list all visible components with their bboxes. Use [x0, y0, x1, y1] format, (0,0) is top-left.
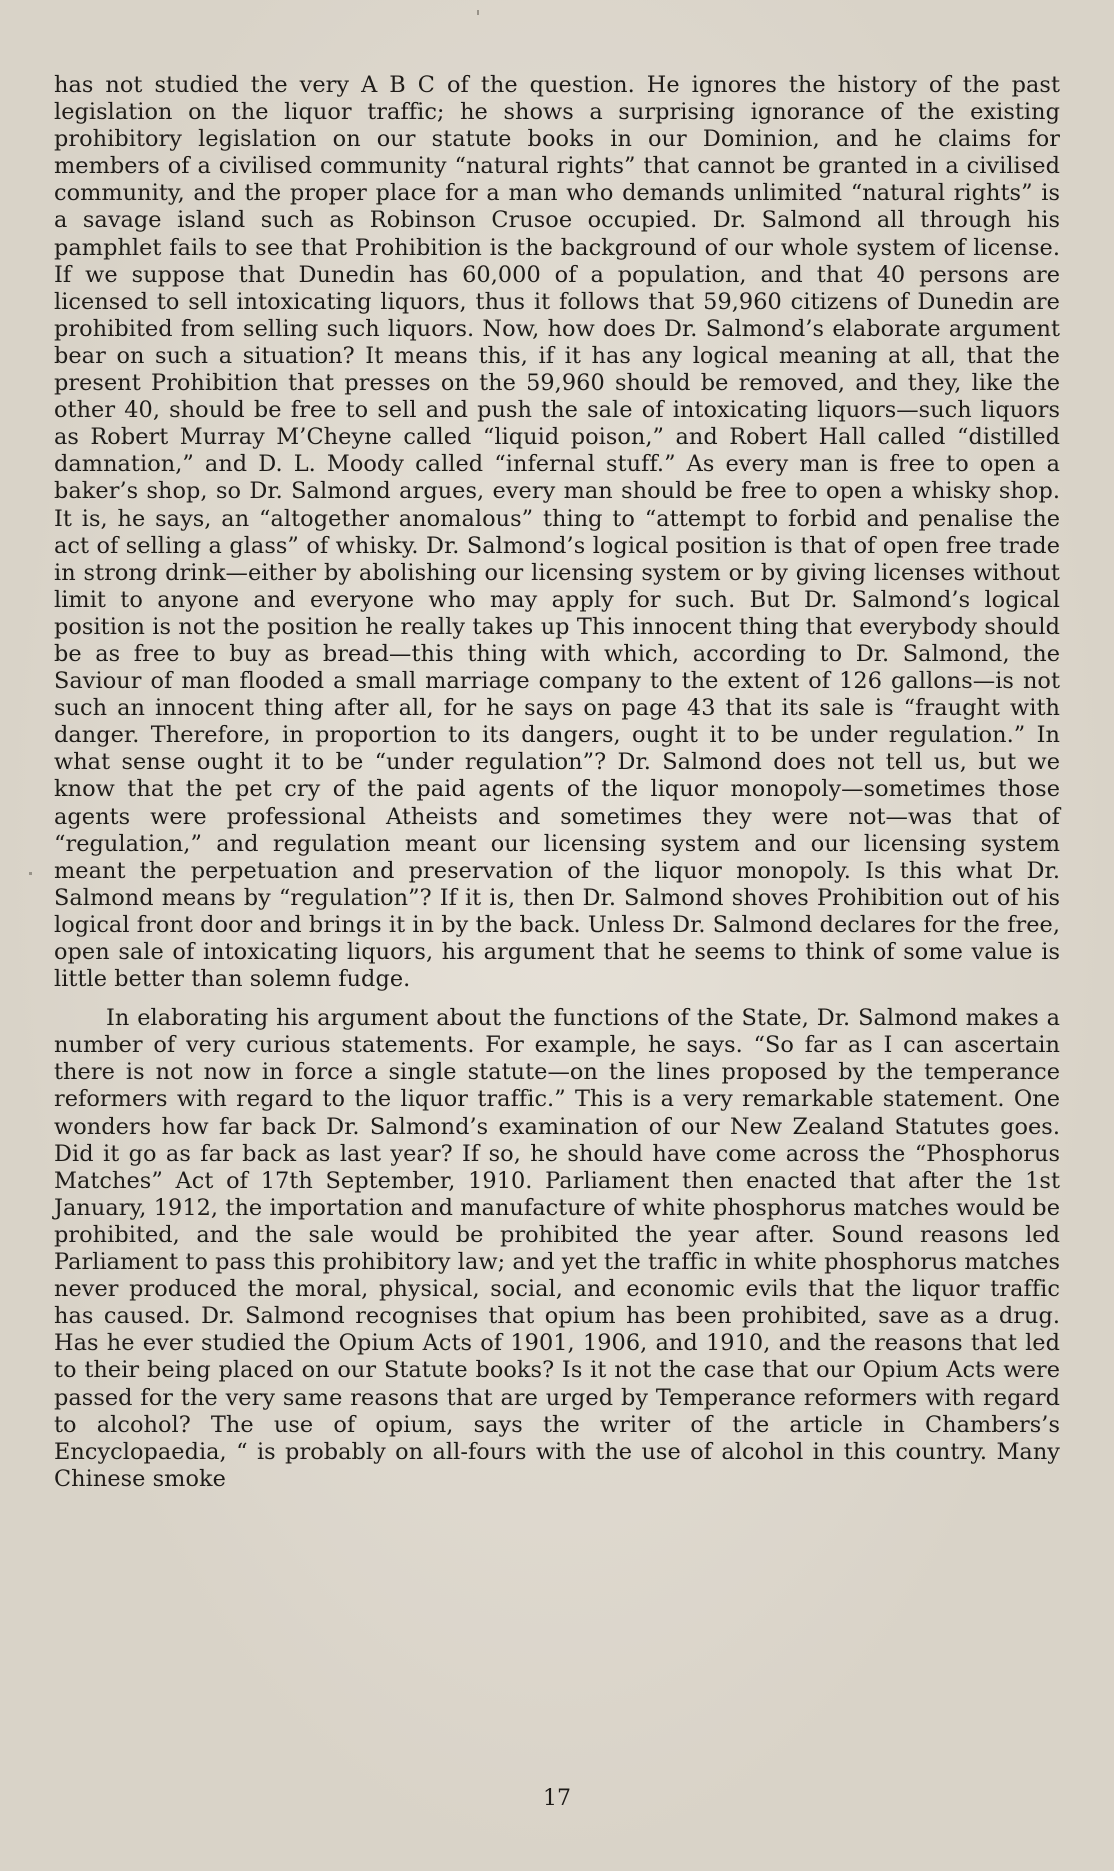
paragraph-1: has not studied the very A B C of the question. He ignores the history of the past legislation on the liquor traffic; he shows a surprising ignorance of the existing prohibitory legislation on our statute books in our Dominion, and he claims for members of a civilised community “natural rights” that cannot be granted in a civilised community, and the proper place for a man who demands unlimited “natural rights” is a savage island such as Robinson Crusoe occupied. Dr. Salmond all through his pamphlet fails to see that Prohibition is the background of our whole system of license. If we suppose that Dunedin has 60,000 of a population, and that 40 persons are licensed to sell intoxicating liquors, thus it follows that 59,960 citizens of Dunedin are prohibited from selling such liquors. Now, how does Dr. Salmond’s elaborate argument bear on such a situation? It means this, if it has any logical meaning at all, that the present Prohibition that presses on the 59,960 should be removed, and they, like the other 40, should be free to sell and push the sale of intoxicating liquors—such liquors as Robert Murray M’Cheyne called “liquid poison,” and Robert Hall called “distilled damnation,” and D. L. Moody called “infernal stuff.” As every man is free to open a baker’s shop, so Dr. Salmond argues, every man should be free to open a whisky shop. It is, he says, an “altogether anomalous” thing to “attempt to forbid and penalise the act of selling a glass” of whisky. Dr. Salmond’s logical position is that of open free trade in strong drink—either by abolishing our licensing system or by giving licenses without limit to anyone and everyone who may apply for such. But Dr. Salmond’s logical position is not the position he really takes up This innocent thing that everybody should be as free to buy as bread—this thing with which, according to Dr. Salmond, the Saviour of man flooded a small marriage company to the extent of 126 gallons—is not such an innocent thing after all, for he says on page 43 that its sale is “fraught with danger. Therefore, in proportion to its dangers, ought it to be under regulation.” In what sense ought it to be “under regulation”? Dr. Salmond does not tell us, but we know that the pet cry of the paid agents of the liquor monopoly—sometimes those agents were professional Atheists and sometimes they were not—was that of “regulation,” and regulation meant our licensing system and our licensing system meant the perpetuation and preservation of the liquor monopoly. Is this what Dr. Salmond means by “regulation”? If it is, then Dr. Salmond shoves Prohibition out of his logical front door and brings it in by the back. Unless Dr. Salmond declares for the free, open sale of intoxicating liquors, his argument that he seems to think of some value is little better than solemn fudge. — [54, 72, 1060, 993]
body-text — [54, 72, 1060, 1493]
paragraph-2: In elaborating his argument about the functions of the State, Dr. Salmond makes a number of very curious statements. For example, he says. “So far as I can ascertain there is not now in force a single statute—on the lines proposed by the temperance reformers with regard to the liquor traffic.” This is a very remarkable statement. One wonders how far back Dr. Salmond’s examination of our New Zealand Statutes goes. Did it go as far back as last year? If so, he should have come across the “Phosphorus Matches” Act of 17th September, 1910. Parliament then enacted that after the 1st January, 1912, the importation and manufacture of white phosphorus matches would be prohibited, and the sale would be prohibited the year after. Sound reasons led Parliament to pass this prohibitory law; and yet the traffic in white phosphorus matches never produced the moral, physical, social, and economic evils that the liquor traffic has caused. Dr. Salmond recognises that opium has been prohibited, save as a drug. Has he ever studied the Opium Acts of 1901, 1906, and 1910, and the reasons that led to their being placed on our Statute books? Is it not the case that our Opium Acts were passed for the very same reasons that are urged by Temperance reformers with regard to alcohol? The use of opium, says the writer of the article in Chambers’s Encyclopaedia, “ is probably on all-fours with the use of alcohol in this country. Many Chinese smoke — [54, 1005, 1060, 1492]
paper-speck — [29, 872, 32, 875]
page-number: 17 — [543, 1786, 571, 1811]
paper-speck — [477, 10, 479, 15]
